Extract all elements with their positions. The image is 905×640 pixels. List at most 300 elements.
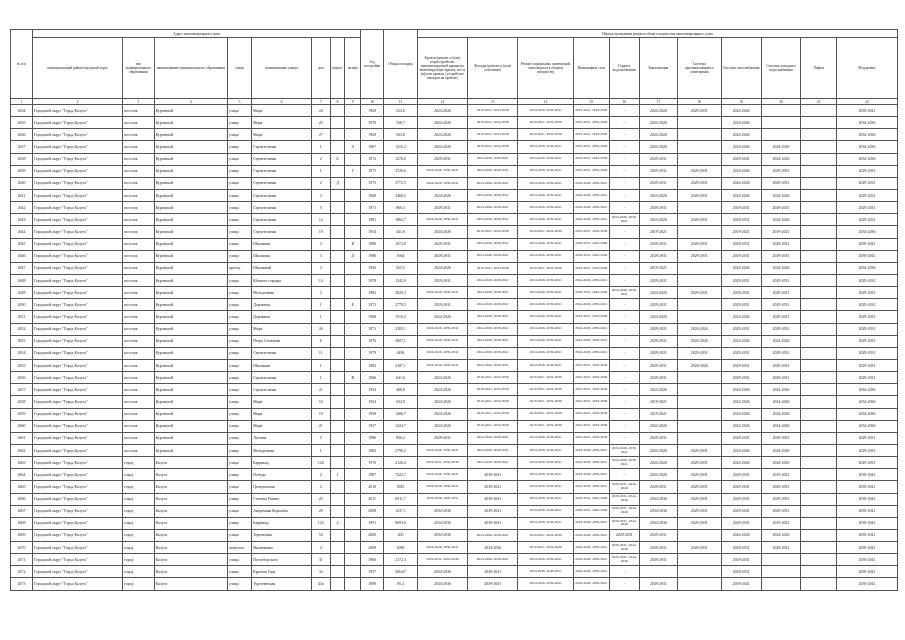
cell-basement: 2019-2021, 2034-2036 <box>518 529 574 541</box>
cell-street-type: переулок <box>227 542 251 554</box>
cell-gas: 2029-2031 <box>721 347 761 359</box>
table-row <box>11 566 898 578</box>
cell-engineering: 2024-2026, 2039-2041 <box>573 444 609 456</box>
cell-district: Городской округ "Город Калуга" <box>33 335 123 347</box>
cell-gas: 2029-2031 <box>721 372 761 384</box>
cell-house: 1 <box>311 372 330 384</box>
cell-basement: 2034-2036, 2049-2051 <box>518 566 574 578</box>
cell-house: 2 <box>311 469 330 481</box>
cell-house: 21 <box>311 420 330 432</box>
cell-cold-water: 2024-2026 <box>761 262 801 274</box>
table-row <box>11 287 898 299</box>
cell-gas: 2029-2031 <box>721 359 761 371</box>
cell-fire-alarm <box>677 372 721 384</box>
cell-mo-type: поселок <box>123 396 154 408</box>
cell-street-type: улица <box>227 457 251 469</box>
cell-fire-alarm: 2029-2031 <box>677 165 721 177</box>
cell-mo-type: город <box>123 529 154 541</box>
cell-hot-water: - <box>609 323 639 335</box>
cell-cold-water: 2029-2031 <box>761 274 801 286</box>
cell-roof: 2029-2031 <box>417 250 467 262</box>
cell-street-name: Баррикад <box>252 517 312 529</box>
cell-mo-type: поселок <box>123 432 154 444</box>
cell-elevators <box>801 542 837 554</box>
cell-basement: 2024-2026, 2039-2041 <box>518 444 574 456</box>
cell-hot-water: 2029-2031, 2044-2046 <box>609 554 639 566</box>
cell-gas: 2024-2026 <box>721 129 761 141</box>
table-row <box>11 129 898 141</box>
cell-letter <box>345 335 361 347</box>
cell-facade: 2039-2041 <box>468 578 518 590</box>
cell-fire-alarm <box>677 129 721 141</box>
cell-letter <box>345 202 361 214</box>
cell-mo-name: Куровской <box>154 359 227 371</box>
cell-district: Городской округ "Город Калуга" <box>33 529 123 541</box>
cell-district: Городской округ "Город Калуга" <box>33 299 123 311</box>
cell-year: 2009 <box>361 542 384 554</box>
cell-fire-alarm <box>677 578 721 590</box>
cell-building <box>330 578 345 590</box>
cell-sewer: 2029-2031 <box>639 578 677 590</box>
cell-facade: 2024-2026, 2039-2041 <box>468 323 518 335</box>
cell-engineering: 2024-2026, 2039-2041 <box>573 457 609 469</box>
cell-num: 2671 <box>11 554 33 566</box>
cell-num: 2646 <box>11 250 33 262</box>
cell-district: Городской округ "Город Калуга" <box>33 347 123 359</box>
cell-basement: 2019-2021, 2034-2036 <box>518 129 574 141</box>
cell-year: 1968 <box>361 311 384 323</box>
cell-area: 6911,7 <box>384 493 418 505</box>
cell-mo-type: город <box>123 517 154 529</box>
cell-street-type: улица <box>227 372 251 384</box>
cell-elevators <box>801 189 837 201</box>
cell-house: 1 <box>311 444 330 456</box>
table-row <box>11 323 898 335</box>
cell-elevators <box>801 238 837 250</box>
cell-sewer: 2029-2031 <box>639 153 677 165</box>
cell-num: 2639 <box>11 165 33 177</box>
column-number: 13 <box>468 99 518 105</box>
cell-elevators <box>801 554 837 566</box>
cell-street-name: Мира <box>252 408 312 420</box>
cell-letter <box>345 578 361 590</box>
cell-letter <box>345 153 361 165</box>
cell-street-type: улица <box>227 505 251 517</box>
cell-engineering: 2019-2021, 2034-2036 <box>573 384 609 396</box>
cell-elevators <box>801 323 837 335</box>
cell-district: Городской округ "Город Калуга" <box>33 505 123 517</box>
cell-elevators <box>801 117 837 129</box>
cell-roof: 2024-2026, 2039-2041 <box>417 177 467 189</box>
cell-year: 1976 <box>361 335 384 347</box>
cell-mo-name: Калуга <box>154 457 227 469</box>
cell-cold-water: 2024-2026 <box>761 153 801 165</box>
cell-facade: 2024-2026, 2039-2041 <box>468 165 518 177</box>
cell-foundation: 2039-2041 <box>837 481 898 493</box>
cell-house: 25 <box>311 117 330 129</box>
cell-area: 1672,8 <box>384 238 418 250</box>
cell-num: 2643 <box>11 214 33 226</box>
cell-fire-alarm: 2029-2031 <box>677 481 721 493</box>
cell-mo-type: город <box>123 481 154 493</box>
cell-hot-water: - <box>609 202 639 214</box>
cell-foundation: 2039-2041 <box>837 517 898 529</box>
cell-street-type: улица <box>227 311 251 323</box>
cell-building <box>330 359 345 371</box>
cell-fire-alarm <box>677 226 721 238</box>
cell-foundation: 2034-2036 <box>837 129 898 141</box>
cell-mo-name: Куровской <box>154 396 227 408</box>
table-row <box>11 177 898 189</box>
cell-gas: 2029-2031 <box>721 481 761 493</box>
cell-fire-alarm: 2029-2031 <box>677 542 721 554</box>
cell-district: Городской округ "Город Калуга" <box>33 384 123 396</box>
cell-street-name: Малинники <box>252 542 312 554</box>
table-row <box>11 105 898 117</box>
cell-house: 2 <box>311 177 330 189</box>
cell-fire-alarm <box>677 141 721 153</box>
cell-roof: 2024-2026 <box>417 372 467 384</box>
cell-facade: 2019-2021, 2034-2036 <box>468 408 518 420</box>
cell-street-type: улица <box>227 189 251 201</box>
cell-num: 2647 <box>11 262 33 274</box>
cell-area: 4187,1 <box>384 359 418 371</box>
cell-sewer: 2029-2031 <box>639 432 677 444</box>
cell-sewer: 2034-2036 <box>639 493 677 505</box>
cell-num: 2649 <box>11 287 33 299</box>
column-number: 20 <box>761 99 801 105</box>
cell-mo-name: Куровской <box>154 347 227 359</box>
table-row <box>11 347 898 359</box>
cell-letter <box>345 420 361 432</box>
cell-building <box>330 554 345 566</box>
hdr-gas: Система газоснабжения <box>721 38 761 99</box>
cell-mo-name: Куровской <box>154 117 227 129</box>
cell-hot-water: - <box>609 420 639 432</box>
cell-building <box>330 165 345 177</box>
cell-mo-name: Куровской <box>154 226 227 238</box>
cell-year: 1981 <box>361 214 384 226</box>
hdr-building: корпус <box>330 38 345 99</box>
cell-street-type: улица <box>227 129 251 141</box>
cell-mo-name: Куровской <box>154 444 227 456</box>
cell-num: 2637 <box>11 141 33 153</box>
column-number: 10 <box>361 99 384 105</box>
cell-letter <box>345 226 361 238</box>
column-number: 9 <box>345 99 361 105</box>
cell-hot-water: 2024-2026, 2039-2041 <box>609 287 639 299</box>
group-address: Адрес многоквартирного дома <box>33 30 361 38</box>
cell-roof: 2024-2026 <box>417 141 467 153</box>
cell-district: Городской округ "Город Калуга" <box>33 311 123 323</box>
column-number: 4 <box>154 99 227 105</box>
cell-gas: 2029-2031 <box>721 287 761 299</box>
cell-area: 9693,6 <box>384 517 418 529</box>
cell-house: 1 <box>311 165 330 177</box>
cell-foundation: 2039-2041 <box>837 493 898 505</box>
cell-house: 1 <box>311 311 330 323</box>
cell-hot-water: 2029-2031, 2044-2046 <box>609 542 639 554</box>
column-number: 11 <box>384 99 418 105</box>
cell-district: Городской округ "Город Калуга" <box>33 420 123 432</box>
table-row <box>11 457 898 469</box>
cell-cold-water <box>761 566 801 578</box>
cell-roof: 2024-2026, 2039-2041 <box>417 323 467 335</box>
column-number: 15 <box>573 99 609 105</box>
cell-district: Городской округ "Город Калуга" <box>33 554 123 566</box>
cell-mo-name: Куровской <box>154 323 227 335</box>
cell-roof: 2024-2026 <box>417 226 467 238</box>
cell-area: 206,67 <box>384 566 418 578</box>
cell-engineering: 2019-2021, 2034-2036 <box>573 408 609 420</box>
cell-cold-water: 2024-2026 <box>761 335 801 347</box>
cell-mo-name: Куровской <box>154 274 227 286</box>
cell-building <box>330 347 345 359</box>
cell-foundation: 2034-2036 <box>837 226 898 238</box>
cell-facade: 2024-2026, 2039-2041 <box>468 202 518 214</box>
cell-building <box>330 105 345 117</box>
cell-street-type: улица <box>227 554 251 566</box>
cell-foundation: 2029-2031 <box>837 299 898 311</box>
cell-mo-type: поселок <box>123 274 154 286</box>
cell-elevators <box>801 420 837 432</box>
cell-facade: 2019-2021, 2034-2036 <box>468 384 518 396</box>
cell-sewer: 2029-2031 <box>639 323 677 335</box>
cell-area: 2172,3 <box>384 554 418 566</box>
cell-foundation: 2029-2031 <box>837 189 898 201</box>
cell-mo-name: Куровской <box>154 177 227 189</box>
cell-basement: 2024-2026, 2039-2041 <box>518 141 574 153</box>
cell-fire-alarm <box>677 396 721 408</box>
cell-street-name: Строительная <box>252 372 312 384</box>
capital-repair-table <box>10 29 898 591</box>
table-row <box>11 359 898 371</box>
cell-area: 1342,9 <box>384 274 418 286</box>
cell-mo-type: поселок <box>123 202 154 214</box>
cell-cold-water <box>761 578 801 590</box>
cell-mo-name: Куровской <box>154 238 227 250</box>
cell-mo-name: Куровской <box>154 372 227 384</box>
table-row <box>11 554 898 566</box>
cell-fire-alarm <box>677 420 721 432</box>
hdr-foundation: Фундамент <box>837 38 898 99</box>
cell-foundation: 2034-2036 <box>837 384 898 396</box>
cell-foundation: 2034-2036 <box>837 141 898 153</box>
cell-letter <box>345 444 361 456</box>
cell-mo-type: поселок <box>123 226 154 238</box>
cell-foundation: 2029-2031 <box>837 311 898 323</box>
cell-foundation: 2029-2031 <box>837 202 898 214</box>
cell-district: Городской округ "Город Калуга" <box>33 177 123 189</box>
cell-area: 641,6 <box>384 372 418 384</box>
cell-mo-type: город <box>123 457 154 469</box>
cell-building: Д <box>330 177 345 189</box>
cell-gas: 2029-2031 <box>721 554 761 566</box>
table-row <box>11 517 898 529</box>
cell-facade: 2024-2026, 2039-2041 <box>468 274 518 286</box>
cell-hot-water: 2029-2031, 2044-2046 <box>609 481 639 493</box>
cell-area: 200 <box>384 529 418 541</box>
cell-num: 2658 <box>11 396 33 408</box>
cell-elevators <box>801 311 837 323</box>
cell-hot-water: - <box>609 469 639 481</box>
cell-cold-water: 2029-2031 <box>761 177 801 189</box>
cell-district: Городской округ "Город Калуга" <box>33 262 123 274</box>
cell-mo-type: город <box>123 554 154 566</box>
cell-foundation: 2039-2041 <box>837 529 898 541</box>
cell-facade: 2024-2026, 2039-2041 <box>468 335 518 347</box>
table-row <box>11 165 898 177</box>
cell-hot-water: - <box>609 372 639 384</box>
cell-sewer: 2029-2031 <box>639 347 677 359</box>
cell-district: Городской округ "Город Калуга" <box>33 323 123 335</box>
cell-letter: Д <box>345 250 361 262</box>
cell-hot-water: - <box>609 408 639 420</box>
cell-gas: 2024-2026 <box>721 384 761 396</box>
cell-house: 21 <box>311 384 330 396</box>
cell-mo-name: Калуга <box>154 469 227 481</box>
cell-house: 4 <box>311 481 330 493</box>
cell-area: 1406,7 <box>384 408 418 420</box>
cell-elevators <box>801 287 837 299</box>
cell-fire-alarm: 2029-2031 <box>677 517 721 529</box>
cell-letter <box>345 542 361 554</box>
cell-year: 1890 <box>361 578 384 590</box>
column-number: 5 <box>227 99 251 105</box>
cell-area: 632,9 <box>384 396 418 408</box>
cell-num: 2654 <box>11 347 33 359</box>
cell-facade: 2039-2041 <box>468 481 518 493</box>
table-row <box>11 481 898 493</box>
cell-street-name: Красная Гора <box>252 566 312 578</box>
cell-mo-type: поселок <box>123 420 154 432</box>
cell-sewer: 2029-2031 <box>639 554 677 566</box>
cell-engineering: 2029-2031, 2044-2046 <box>573 250 609 262</box>
cell-street-type: улица <box>227 359 251 371</box>
cell-num: 2657 <box>11 384 33 396</box>
cell-building <box>330 408 345 420</box>
cell-num: 2663 <box>11 457 33 469</box>
cell-house: 43а <box>311 578 330 590</box>
cell-gas: 2029-2031 <box>721 299 761 311</box>
cell-area: 3007,1 <box>384 335 418 347</box>
cell-district: Городской округ "Город Калуга" <box>33 469 123 481</box>
hdr-num: № п/п <box>11 30 33 99</box>
cell-district: Городской округ "Город Калуга" <box>33 517 123 529</box>
cell-roof: 2034-2036 <box>417 529 467 541</box>
cell-mo-type: поселок <box>123 323 154 335</box>
cell-elevators <box>801 262 837 274</box>
column-number: 7 <box>311 99 330 105</box>
cell-basement: 2024-2026, 2039-2041 <box>518 457 574 469</box>
cell-mo-type: город <box>123 542 154 554</box>
cell-house: 31 <box>311 554 330 566</box>
cell-basement: 2019-2021, 2034-2036 <box>518 542 574 554</box>
cell-num: 2648 <box>11 274 33 286</box>
column-number: 1 <box>11 99 33 105</box>
cell-letter <box>345 105 361 117</box>
cell-building <box>330 505 345 517</box>
cell-basement: 2024-2026, 2039-2041 <box>518 481 574 493</box>
cell-building <box>330 542 345 554</box>
cell-sewer <box>639 566 677 578</box>
table-header <box>11 30 898 105</box>
cell-engineering: 2024-2026, 2039-2041 <box>573 323 609 335</box>
cell-year: 1967 <box>361 141 384 153</box>
cell-house: 14 <box>311 274 330 286</box>
cell-cold-water: 2029-2031 <box>761 493 801 505</box>
cell-mo-name: Калуга <box>154 493 227 505</box>
cell-fire-alarm: 2029-2031 <box>677 189 721 201</box>
cell-cold-water: 2029-2031 <box>761 202 801 214</box>
cell-building <box>330 372 345 384</box>
cell-street-type: улица <box>227 529 251 541</box>
cell-gas: 2024-2026 <box>721 335 761 347</box>
cell-mo-name: Калуга <box>154 481 227 493</box>
cell-gas: 2029-2031 <box>721 274 761 286</box>
cell-foundation: 2029-2031 <box>837 335 898 347</box>
cell-num: 2659 <box>11 408 33 420</box>
column-number: 2 <box>33 99 123 105</box>
cell-area: 85,4 <box>384 578 418 590</box>
cell-year: 1966 <box>361 372 384 384</box>
cell-house: 5 <box>311 202 330 214</box>
cell-engineering: 2024-2026, 2039-2041 <box>573 202 609 214</box>
cell-street-type: улица <box>227 347 251 359</box>
cell-year: 1968 <box>361 189 384 201</box>
cell-year: 2010 <box>361 481 384 493</box>
cell-basement: 2019-2021, 2034-2036 <box>518 226 574 238</box>
cell-mo-name: Калуга <box>154 554 227 566</box>
table-row <box>11 578 898 590</box>
cell-cold-water: 2029-2031 <box>761 347 801 359</box>
cell-mo-type: город <box>123 469 154 481</box>
cell-mo-type: поселок <box>123 153 154 165</box>
cell-hot-water: - <box>609 129 639 141</box>
cell-cold-water: 2024-2026 <box>761 396 801 408</box>
cell-num: 2635 <box>11 117 33 129</box>
cell-gas: 2024-2026 <box>721 396 761 408</box>
cell-year: 1968 <box>361 105 384 117</box>
cell-area: 1276,6 <box>384 153 418 165</box>
cell-foundation: 2039-2041 <box>837 554 898 566</box>
cell-mo-name: Куровской <box>154 105 227 117</box>
cell-foundation: 2039-2041 <box>837 578 898 590</box>
cell-foundation: 2034-2036 <box>837 262 898 274</box>
cell-cold-water: 2024-2026 <box>761 189 801 201</box>
column-number: 22 <box>837 99 898 105</box>
cell-elevators <box>801 396 837 408</box>
cell-sewer: 2024-2026 <box>639 469 677 481</box>
cell-year: 1986 <box>361 432 384 444</box>
cell-house: 1 <box>311 141 330 153</box>
cell-engineering: 2019-2021, 2034-2036 <box>573 226 609 238</box>
cell-letter <box>345 469 361 481</box>
cell-street-name: Дорожная <box>252 311 312 323</box>
cell-street-name: Строительная <box>252 141 312 153</box>
cell-roof: 2034-2036 <box>417 578 467 590</box>
cell-hot-water: - <box>609 226 639 238</box>
cell-num: 2640 <box>11 177 33 189</box>
cell-letter <box>345 323 361 335</box>
table-row <box>11 493 898 505</box>
cell-foundation: 2029-2031 <box>837 214 898 226</box>
cell-mo-type: город <box>123 578 154 590</box>
cell-basement: 2024-2026, 2039-2041 <box>518 554 574 566</box>
cell-gas: 2024-2026 <box>721 105 761 117</box>
cell-street-type: улица <box>227 408 251 420</box>
cell-basement: 2024-2026, 2039-2041 <box>518 287 574 299</box>
